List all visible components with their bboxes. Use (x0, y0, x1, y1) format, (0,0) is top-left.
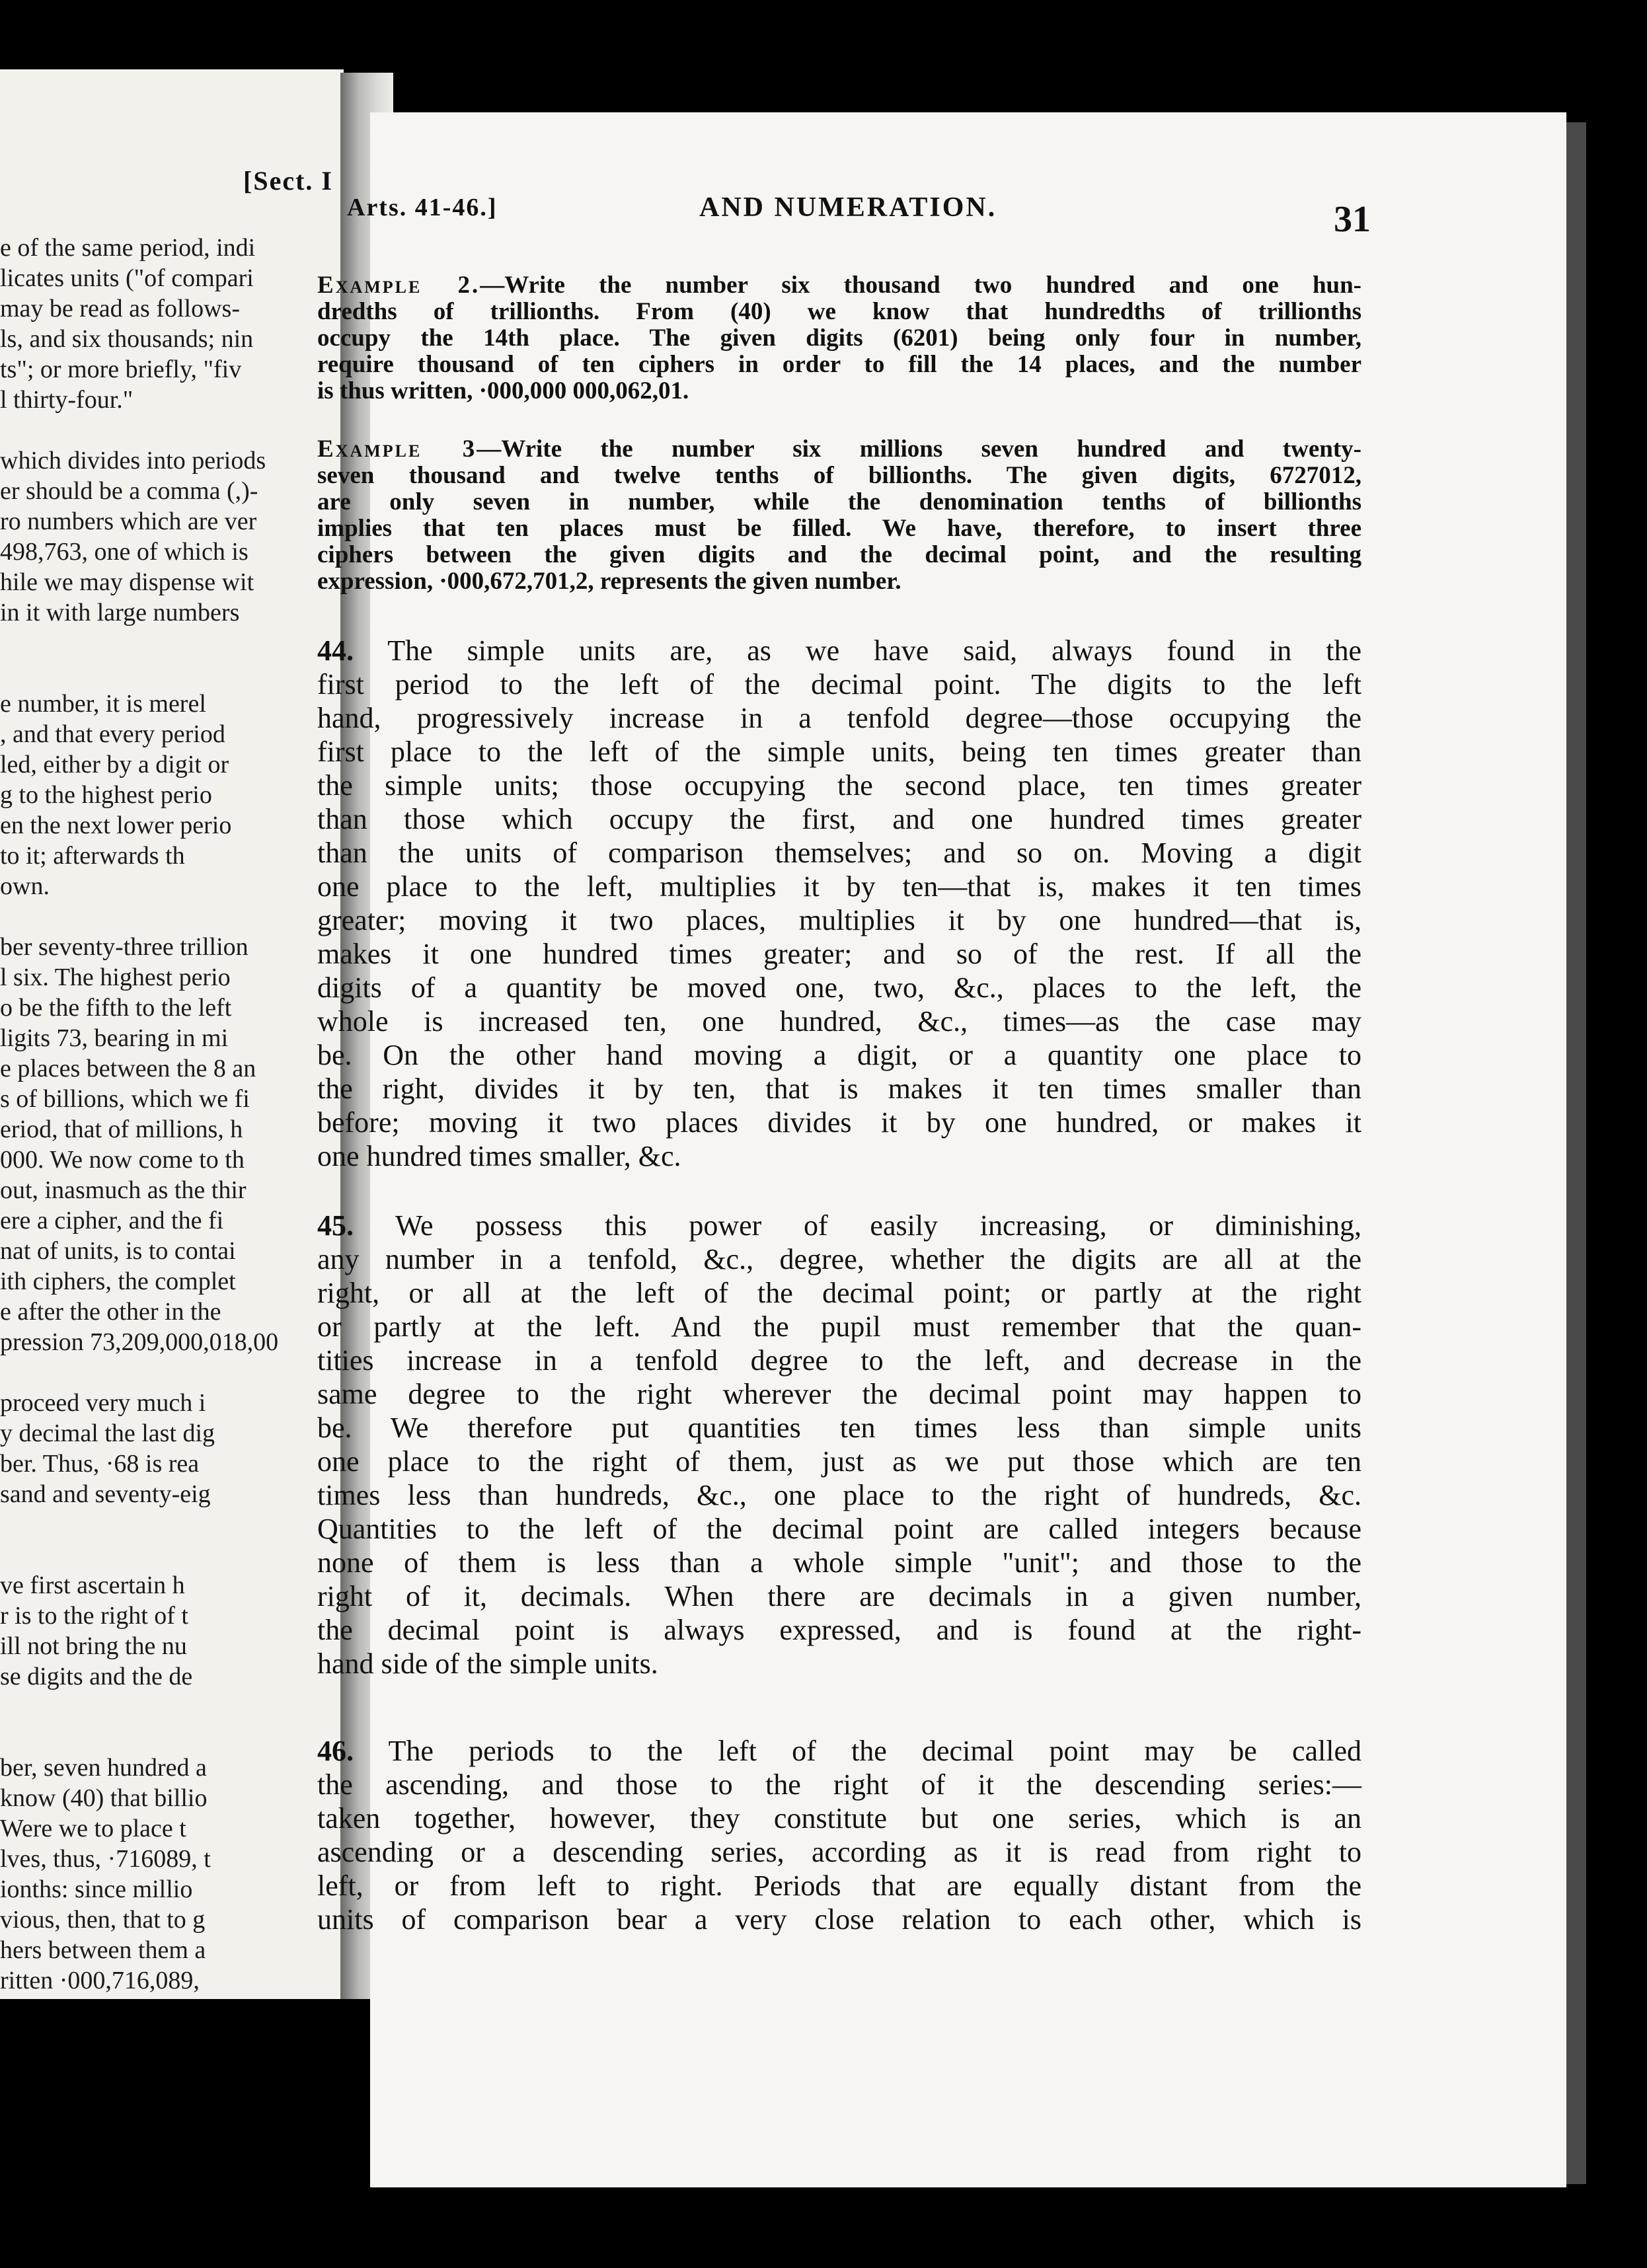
left-text-line: know (40) that billio (0, 1784, 208, 1812)
left-text-line: e after the other in the (0, 1298, 221, 1326)
text-line (317, 837, 1361, 870)
text-line (317, 489, 1361, 515)
text-line (317, 1546, 1361, 1579)
left-text-line: r is to the right of t (0, 1602, 188, 1630)
text-line (317, 568, 1361, 595)
left-text-line: 000. We now come to th (0, 1146, 245, 1174)
page-number: 31 (1334, 199, 1371, 240)
text-line (317, 1614, 1361, 1647)
text-line (317, 769, 1361, 802)
text-line (317, 1768, 1361, 1801)
text-line-content: We possess this power of easily increasing, or diminishing, (354, 1209, 1361, 1242)
text-line (317, 1039, 1361, 1072)
text-line-content: are only seven in number, while the denomination tenths of billionths (317, 488, 1361, 515)
text-line-content: ciphers between the given digits and the decimal point, and the resulting (317, 541, 1361, 568)
text-line-content: ascending or a descending series, according as it is read from right to (317, 1836, 1361, 1868)
text-line (317, 1647, 1361, 1681)
left-text-line: led, either by a digit or (0, 751, 229, 778)
text-line-content: whole is increased ten, one hundred, &c., times—as the case may (317, 1005, 1361, 1038)
left-text-line: licates units ("of compari (0, 264, 254, 292)
left-text-line: ill not bring the nu (0, 1632, 187, 1660)
left-text-line: e number, it is merel (0, 690, 206, 718)
text-line (317, 1903, 1361, 1936)
text-line (317, 1344, 1361, 1377)
left-text-line: l six. The highest perio (0, 964, 231, 991)
text-line-content: than those which occupy the first, and one hundred times greater (317, 803, 1361, 835)
text-line (317, 736, 1361, 769)
text-line-content: occupy the 14th place. The given digits (6201) being only four in number, (317, 324, 1361, 352)
text-line-content: one place to the left, multiplies it by ten—that is, makes it ten times (317, 870, 1361, 903)
text-line (317, 1445, 1361, 1478)
example-label: Example 2. (317, 272, 480, 299)
text-line-content: the simple units; those occupying the second place, ten times greater (317, 769, 1361, 802)
left-text-line: se digits and the de (0, 1663, 193, 1690)
text-line-content: implies that ten places must be filled. We have, therefore, to insert three (317, 515, 1361, 542)
left-text-line: own. (0, 872, 50, 900)
text-line (317, 904, 1361, 937)
text-line (317, 1209, 1361, 1242)
text-line (317, 1277, 1361, 1310)
text-line (317, 378, 1361, 404)
text-line (317, 1836, 1361, 1869)
article-number: 44. (317, 634, 354, 667)
left-text-line: eriod, that of millions, h (0, 1115, 243, 1143)
text-line-content: taken together, however, they constitute but one series, which is an (317, 1802, 1361, 1834)
text-line (317, 1378, 1361, 1411)
running-head-articles: Arts. 41-46.] (347, 194, 498, 221)
text-line-content: —Write the number six millions seven hundred and twenty- (477, 435, 1361, 463)
text-line-content: seven thousand and twelve tenths of billionths. The given digits, 6727012, (317, 462, 1361, 489)
text-line (317, 1310, 1361, 1343)
left-text-line: ritten ·000,716,089, (0, 1967, 200, 1994)
text-line-content: expression, ·000,672,701,2, represents the given number. (317, 568, 901, 595)
left-text-line: ber. Thus, ·68 is rea (0, 1450, 200, 1478)
text-line (317, 870, 1361, 903)
left-text-line: ls, and six thousands; nin (0, 325, 254, 353)
left-text-line: in it with large numbers (0, 599, 240, 626)
left-text-line: out, inasmuch as the thir (0, 1176, 247, 1204)
text-line-content: same degree to the right wherever the decimal point may happen to (317, 1378, 1361, 1410)
text-line (317, 463, 1361, 489)
text-line (317, 1243, 1361, 1276)
left-text-line: ionths: since millio (0, 1875, 193, 1903)
text-line-content: —Write the number six thousand two hundred and one hun- (480, 272, 1361, 299)
article-number: 45. (317, 1209, 354, 1242)
text-line (317, 1580, 1361, 1613)
left-text-line: pression 73,209,000,018,00 (0, 1328, 279, 1356)
text-line (317, 1513, 1361, 1546)
text-line-content: right, or all at the left of the decimal point; or partly at the right (317, 1277, 1361, 1309)
text-line-content: The simple units are, as we have said, always found in the (354, 634, 1361, 667)
text-line (317, 299, 1361, 325)
text-line-content: makes it one hundred times greater; and so of the rest. If all the (317, 938, 1361, 970)
text-line (317, 1412, 1361, 1445)
text-line-content: first period to the left of the decimal point. The digits to the left (317, 668, 1361, 700)
text-line-content: units of comparison bear a very close relation to each other, which is (317, 1903, 1361, 1936)
text-line-content: greater; moving it two places, multiplies it by one hundred—that is, (317, 904, 1361, 936)
text-line-content: the right, divides it by ten, that is makes it ten times smaller than (317, 1073, 1361, 1105)
text-line-content: dredths of trillionths. From (40) we know that hundredths of trillionths (317, 298, 1361, 325)
text-line (317, 803, 1361, 836)
text-line (317, 1802, 1361, 1835)
left-text-line: o be the fifth to the left (0, 994, 232, 1022)
text-line-content: left, or from left to right. Periods that are equally distant from the (317, 1870, 1361, 1902)
left-text-line: which divides into periods (0, 447, 266, 474)
text-line (317, 436, 1361, 463)
left-text-line: hile we may dispense wit (0, 568, 254, 596)
left-page-header: [Sect. I (243, 166, 333, 196)
left-text-line: y decimal the last dig (0, 1419, 215, 1447)
left-text-line: l thirty-four." (0, 386, 134, 414)
text-line-content: hand side of the simple units. (317, 1647, 658, 1680)
left-text-line: s of billions, which we fi (0, 1085, 250, 1113)
left-text-line: ber, seven hundred a (0, 1754, 207, 1782)
example-label: Example 3 (317, 435, 477, 463)
text-line-content: any number in a tenfold, &c., degree, whether the digits are all at the (317, 1243, 1361, 1275)
left-text-line: , and that every period (0, 720, 225, 748)
text-line-content: be. On the other hand moving a digit, or a quantity one place to (317, 1039, 1361, 1071)
text-line (317, 1479, 1361, 1512)
running-head-title: AND NUMERATION. (699, 192, 997, 223)
left-text-line: ve first ascertain h (0, 1571, 185, 1599)
left-text-line: ber seventy-three trillion (0, 933, 249, 961)
page-edge (1566, 122, 1586, 2184)
text-line-content: Quantities to the left of the decimal point are called integers because (317, 1513, 1361, 1545)
text-line-content: before; moving it two places divides it by one hundred, or makes it (317, 1106, 1361, 1139)
text-line (317, 668, 1361, 701)
text-line (317, 1140, 1361, 1173)
left-text-line: may be read as follows- (0, 295, 240, 322)
left-text-line: en the next lower perio (0, 812, 232, 839)
text-line-content: one hundred times smaller, &c. (317, 1140, 681, 1172)
text-line (317, 272, 1361, 299)
text-line-content: digits of a quantity be moved one, two, &c., places to the left, the (317, 971, 1361, 1004)
text-line-content: times less than hundreds, &c., one place to the right of hundreds, &c. (317, 1479, 1361, 1511)
text-line (317, 971, 1361, 1004)
text-line (317, 325, 1361, 352)
left-text-line: ligits 73, bearing in mi (0, 1024, 229, 1052)
text-line (317, 352, 1361, 378)
left-text-line: lves, thus, ·716089, t (0, 1845, 211, 1873)
text-line (317, 1073, 1361, 1106)
left-text-line: hers between them a (0, 1936, 206, 1964)
text-line-content: one place to the right of them, just as we put those which are ten (317, 1445, 1361, 1478)
text-line-content: none of them is less than a whole simple "unit"; and those to the (317, 1546, 1361, 1579)
text-line (317, 1106, 1361, 1139)
left-text-line: er should be a comma (,)- (0, 477, 258, 505)
left-text-line: ere a cipher, and the fi (0, 1207, 224, 1234)
left-text-line: ro numbers which are ver (0, 508, 257, 535)
text-line-content: the ascending, and those to the right of it the descending series:— (317, 1768, 1361, 1801)
left-text-line: Were we to place t (0, 1815, 186, 1842)
text-line (317, 1005, 1361, 1038)
left-text-line: e of the same period, indi (0, 234, 256, 262)
text-line (317, 515, 1361, 542)
left-text-line: proceed very much i (0, 1389, 206, 1417)
left-text-line: nat of units, is to contai (0, 1237, 236, 1265)
left-text-line: ts"; or more briefly, "fiv (0, 356, 242, 383)
text-line (317, 1735, 1361, 1768)
left-text-line: vious, then, that to g (0, 1906, 206, 1934)
text-line-content: require thousand of ten ciphers in order to fill the 14 places, and the number (317, 351, 1361, 378)
text-line-content: hand, progressively increase in a tenfold degree—those occupying the (317, 702, 1361, 734)
text-line-content: or partly at the left. And the pupil must remember that the quan- (317, 1310, 1361, 1343)
text-line (317, 1870, 1361, 1903)
left-text-line: ith ciphers, the complet (0, 1267, 236, 1295)
text-line (317, 702, 1361, 735)
text-line-content: The periods to the left of the decimal point may be called (354, 1735, 1361, 1767)
text-line-content: be. We therefore put quantities ten times less than simple units (317, 1412, 1361, 1444)
text-line-content: right of it, decimals. When there are decimals in a given number, (317, 1580, 1361, 1612)
text-line (317, 542, 1361, 568)
text-line-content: first place to the left of the simple units, being ten times greater than (317, 736, 1361, 768)
text-line-content: is thus written, ·000,000 000,062,01. (317, 377, 689, 404)
left-text-line: 498,763, one of which is (0, 538, 249, 566)
text-line (317, 634, 1361, 667)
text-line (317, 938, 1361, 971)
left-text-line: g to the highest perio (0, 781, 212, 809)
left-text-line: e places between the 8 an (0, 1055, 256, 1082)
text-line-content: tities increase in a tenfold degree to the left, and decrease in the (317, 1344, 1361, 1377)
article-number: 46. (317, 1735, 354, 1767)
left-text-line: to it; afterwards th (0, 842, 185, 870)
left-text-line: sand and seventy-eig (0, 1480, 211, 1508)
text-line-content: the decimal point is always expressed, and is found at the right- (317, 1614, 1361, 1646)
text-line-content: than the units of comparison themselves; and so on. Moving a digit (317, 837, 1361, 869)
